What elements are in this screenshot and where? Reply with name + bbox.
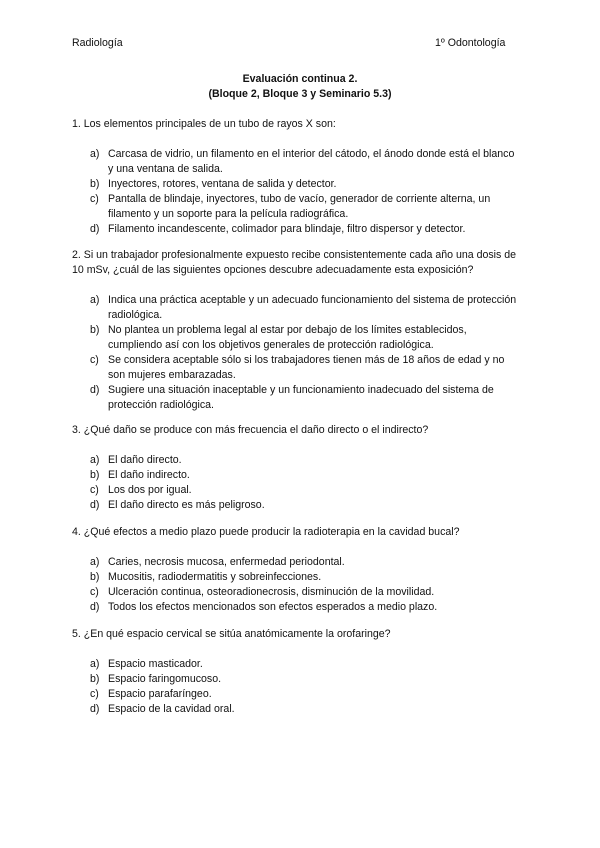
answer-option: [72, 468, 518, 483]
option-letter: a): [90, 454, 100, 466]
option-text: Espacio faringomucoso.: [108, 673, 222, 685]
option-text: Espacio de la cavidad oral.: [108, 703, 235, 715]
option-text: Ulceración continua, osteoradionecrosis, disminución de la movilidad.: [108, 586, 435, 598]
option-letter: b): [90, 673, 100, 685]
option-letter: c): [90, 193, 99, 205]
question-text: 1. Los elementos principales de un tubo de rayos X son:: [72, 118, 336, 130]
answer-options: [72, 657, 518, 717]
option-letter: c): [90, 688, 99, 700]
option-text: Los dos por igual.: [108, 484, 192, 496]
title-line-1: Evaluación continua 2.: [242, 73, 358, 85]
option-text: El daño directo.: [108, 454, 182, 466]
answer-option: [72, 657, 518, 672]
answer-option: [72, 147, 518, 177]
answer-options: [72, 453, 518, 513]
title-line-2: (Bloque 2, Bloque 3 y Seminario 5.3): [208, 88, 392, 100]
answer-options: [72, 555, 518, 615]
option-text: Espacio masticador.: [108, 658, 203, 670]
option-letter: a): [90, 148, 100, 160]
answer-option: [72, 177, 518, 192]
answer-option: [72, 498, 518, 513]
answer-options: [72, 147, 518, 237]
option-letter: d): [90, 223, 100, 235]
answer-option: [72, 323, 518, 353]
question-1: [72, 117, 518, 237]
header-course: Radiología: [72, 37, 123, 49]
answer-option: [72, 293, 518, 323]
option-text: El daño directo es más peligroso.: [108, 499, 265, 511]
answer-option: [72, 353, 518, 383]
option-letter: b): [90, 571, 100, 583]
option-letter: a): [90, 294, 100, 306]
option-letter: d): [90, 499, 100, 511]
answer-option: [72, 687, 518, 702]
document-title: [0, 72, 600, 102]
answer-option: [72, 555, 518, 570]
option-text: Sugiere una situación inaceptable y un funcionamiento inadecuado del sistema de protección radiológica.: [108, 384, 494, 411]
answer-option: [72, 222, 518, 237]
option-text: Carcasa de vidrio, un filamento en el interior del cátodo, el ánodo donde está el blanco y una ventana de salida.: [108, 148, 515, 175]
option-text: Caries, necrosis mucosa, enfermedad periodontal.: [108, 556, 345, 568]
answer-option: [72, 702, 518, 717]
answer-option: [72, 483, 518, 498]
option-text: Se considera aceptable sólo si los trabajadores tienen más de 18 años de edad y no son mujeres embarazadas.: [108, 354, 505, 381]
question-text: 2. Si un trabajador profesionalmente expuesto recibe consistentemente cada año una dosis de 10 mSv, ¿cuál de las siguientes opciones descubre adecuadamente esta exposición?: [72, 249, 517, 276]
question-2: [72, 248, 518, 413]
question-text: 4. ¿Qué efectos a medio plazo puede producir la radioterapia en la cavidad bucal?: [72, 526, 460, 538]
option-letter: c): [90, 484, 99, 496]
option-text: Pantalla de blindaje, inyectores, tubo de vacío, generador de corriente alterna, un filamento y un soporte para la película radiográfica.: [108, 193, 491, 220]
question-5: [72, 627, 518, 717]
answer-option: [72, 585, 518, 600]
option-text: No plantea un problema legal al estar por debajo de los límites establecidos, cumpliendo así con los objetivos generales de protección radiológica.: [108, 324, 467, 351]
question-text: 5. ¿En qué espacio cervical se sitúa anatómicamente la orofaringe?: [72, 628, 391, 640]
option-letter: b): [90, 178, 100, 190]
answer-option: [72, 672, 518, 687]
option-text: Todos los efectos mencionados son efectos esperados a medio plazo.: [108, 601, 438, 613]
answer-option: [72, 600, 518, 615]
option-letter: c): [90, 586, 99, 598]
option-text: Mucositis, radiodermatitis y sobreinfecciones.: [108, 571, 322, 583]
option-letter: d): [90, 703, 100, 715]
header-year: 1º Odontología: [435, 37, 506, 49]
option-letter: d): [90, 601, 100, 613]
answer-option: [72, 192, 518, 222]
option-text: El daño indirecto.: [108, 469, 190, 481]
option-text: Indica una práctica aceptable y un adecuado funcionamiento del sistema de protección radiológica.: [108, 294, 517, 321]
question-3: [72, 423, 518, 513]
option-letter: b): [90, 469, 100, 481]
option-letter: d): [90, 384, 100, 396]
question-text: 3. ¿Qué daño se produce con más frecuencia el daño directo o el indirecto?: [72, 424, 429, 436]
option-letter: a): [90, 658, 100, 670]
option-letter: b): [90, 324, 100, 336]
answer-option: [72, 383, 518, 413]
answer-option: [72, 570, 518, 585]
option-letter: c): [90, 354, 99, 366]
option-text: Inyectores, rotores, ventana de salida y detector.: [108, 178, 337, 190]
option-text: Espacio parafaríngeo.: [108, 688, 212, 700]
answer-options: [72, 293, 518, 413]
question-4: [72, 525, 518, 615]
option-text: Filamento incandescente, colimador para blindaje, filtro dispersor y detector.: [108, 223, 466, 235]
answer-option: [72, 453, 518, 468]
option-letter: a): [90, 556, 100, 568]
